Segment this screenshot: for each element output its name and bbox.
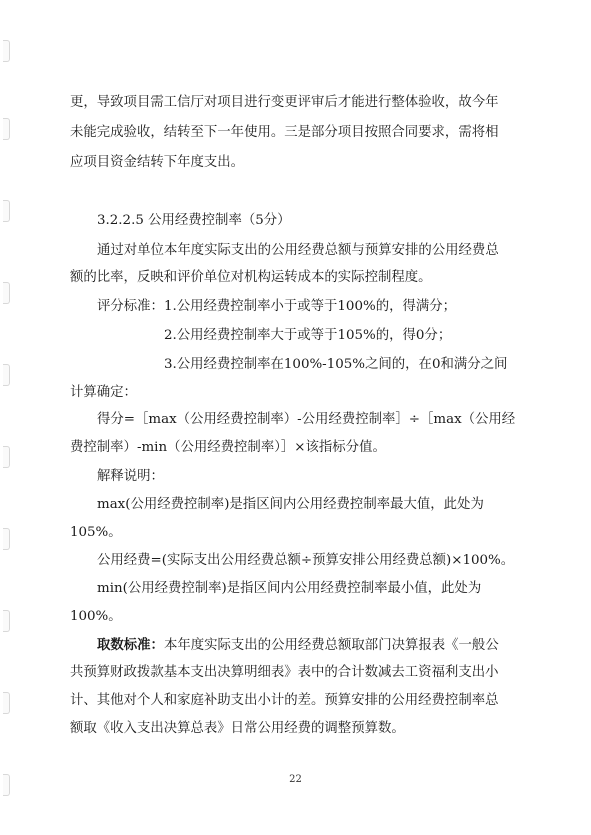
binding-hole-mark — [3, 610, 10, 632]
scoring-criteria-line: 计算确定： — [70, 385, 137, 400]
explanation-line: 105%。 — [70, 525, 122, 540]
scoring-criteria-line: 2.公用经费控制率大于或等于105%的，得0分； — [164, 328, 452, 343]
binding-hole-mark — [3, 364, 10, 386]
body-text-line: 应项目资金结转下年度支出。 — [70, 155, 245, 170]
binding-hole-mark — [3, 692, 10, 714]
explanation-line: 100%。 — [70, 609, 122, 624]
binding-hole-mark — [3, 200, 10, 222]
explanation-line: min(公用经费控制率)是指区间内公用经费控制率最小值，此处为 — [97, 581, 482, 596]
section-heading: 3.2.2.5 公用经费控制率（5分） — [97, 213, 291, 228]
explanation-line: 公用经费=(实际支出公用经费总额÷预算安排公用经费总额)×100%。 — [97, 553, 515, 568]
body-text-line: 额的比率，反映和评价单位对机构运转成本的实际控制程度。 — [70, 270, 432, 285]
binding-hole-mark — [3, 528, 10, 550]
data-standard-line: 计、其他对个人和家庭补助支出小计的差。预算安排的公用经费控制率总 — [70, 693, 499, 708]
body-text-line: 未能完成验收，结转至下一年使用。三是部分项目按照合同要求，需将相 — [70, 125, 499, 140]
scoring-criteria-line: 评分标准：1.公用经费控制率小于或等于100%的，得满分； — [97, 299, 457, 314]
binding-hole-mark — [3, 118, 10, 140]
binding-hole-mark — [3, 282, 10, 304]
body-text-line: 更，导致项目需工信厅对项目进行变更评审后才能进行整体验收，故今年 — [70, 95, 499, 110]
data-standard-label: 取数标准： — [97, 637, 164, 653]
data-standard-line — [97, 635, 591, 656]
data-standard-line: 共预算财政拨款基本支出决算明细表》表中的合计数减去工资福利支出小 — [70, 665, 499, 680]
formula-line: 得分=［max（公用经费控制率）-公用经费控制率］÷［max（公用经 — [97, 412, 516, 427]
data-standard-line: 额取《收入支出决算总表》日常公用经费的调整预算数。 — [70, 721, 405, 736]
page-number: 22 — [289, 774, 302, 785]
binding-hole-mark — [3, 40, 10, 62]
data-standard-text: 本年度实际支出的公用经费总额取部门决算报表《一般公 — [163, 638, 499, 653]
body-text-line: 通过对单位本年度实际支出的公用经费总额与预算安排的公用经费总 — [97, 243, 499, 258]
explanation-heading: 解释说明： — [97, 469, 164, 484]
formula-line: 费控制率）-min（公用经费控制率）］×该指标分值。 — [70, 440, 386, 455]
explanation-line: max(公用经费控制率)是指区间内公用经费控制率最大值，此处为 — [97, 497, 484, 512]
binding-hole-mark — [3, 446, 10, 468]
scoring-criteria-line: 3.公用经费控制率在100%-105%之间的，在0和满分之间 — [164, 357, 508, 372]
